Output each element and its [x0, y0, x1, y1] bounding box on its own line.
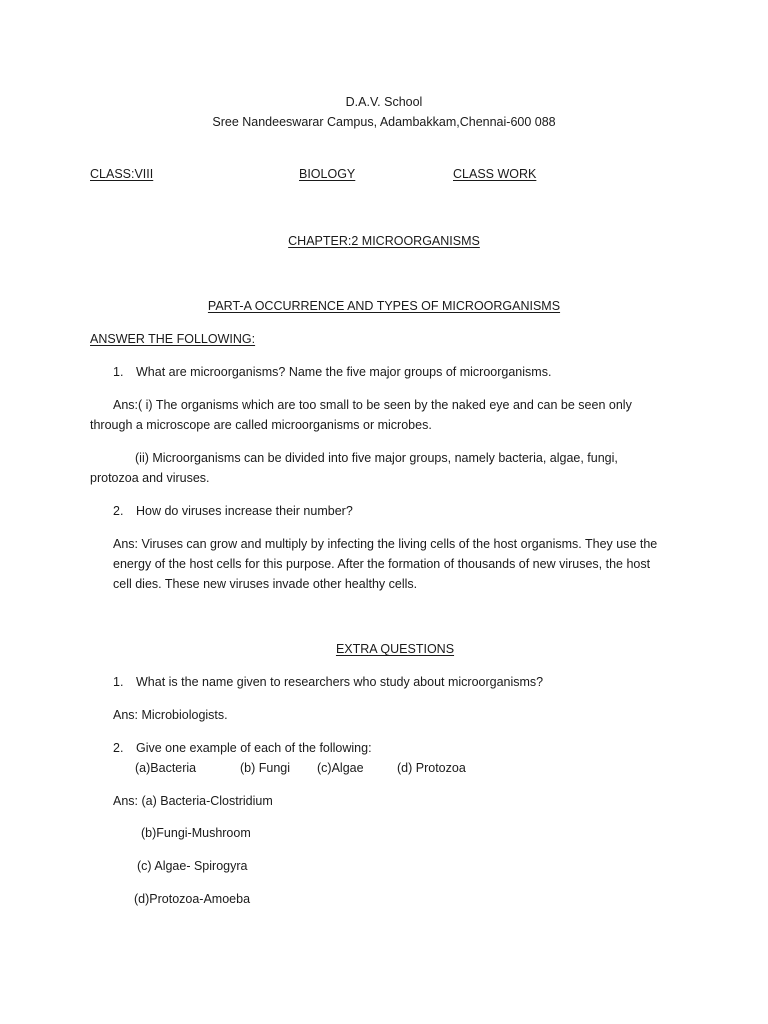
- option-item: (a)Bacteria: [135, 761, 197, 775]
- answer-text: Ans: Microbiologists.: [113, 708, 228, 722]
- question-text: What is the name given to researchers who study about microorganisms?: [136, 675, 544, 689]
- answer-text: through a microscope are called microorganisms or microbes.: [90, 418, 432, 432]
- extra-questions-heading: EXTRA QUESTIONS: [335, 642, 455, 656]
- option-item: (b) Fungi: [240, 761, 291, 775]
- question-text: Give one example of each of the following:: [136, 741, 372, 755]
- answer-text: (b)Fungi-Mushroom: [141, 826, 251, 840]
- answer-text: Ans: Viruses can grow and multiply by infecting the living cells of the host organisms. They use the: [113, 537, 658, 551]
- work-type-label: CLASS WORK: [453, 167, 537, 181]
- part-title: PART-A OCCURRENCE AND TYPES OF MICROORGANISMS: [207, 299, 561, 313]
- question-number: 1.: [113, 675, 124, 689]
- question-text: How do viruses increase their number?: [136, 504, 353, 518]
- chapter-title: CHAPTER:2 MICROORGANISMS: [288, 234, 480, 248]
- option-item: (c)Algae: [317, 761, 364, 775]
- school-address: Sree Nandeeswarar Campus, Adambakkam,Chennai-600 088: [212, 115, 556, 129]
- question-number: 2.: [113, 741, 124, 755]
- answer-text: (d)Protozoa-Amoeba: [134, 892, 251, 906]
- subject-label: BIOLOGY: [299, 167, 356, 181]
- option-item: (d) Protozoa: [397, 761, 466, 775]
- answer-text: energy of the host cells for this purpose. After the formation of thousands of new viruses, the host: [113, 557, 651, 571]
- class-label: CLASS:VIII: [90, 167, 154, 181]
- answer-text: Ans: (a) Bacteria-Clostridium: [113, 794, 273, 808]
- question-text: What are microorganisms? Name the five major groups of microorganisms.: [136, 365, 552, 379]
- answer-text: (ii) Microorganisms can be divided into five major groups, namely bacteria, algae, fungi,: [135, 451, 618, 465]
- instruction-heading: ANSWER THE FOLLOWING:: [90, 332, 256, 346]
- answer-text: protozoa and viruses.: [90, 471, 210, 485]
- answer-text: (c) Algae- Spirogyra: [137, 859, 248, 873]
- school-name: D.A.V. School: [345, 95, 423, 109]
- answer-text: Ans:( i) The organisms which are too small to be seen by the naked eye and can be seen only: [113, 398, 632, 412]
- answer-text: cell dies. These new viruses invade other healthy cells.: [113, 577, 418, 591]
- question-number: 1.: [113, 365, 124, 379]
- question-number: 2.: [113, 504, 124, 518]
